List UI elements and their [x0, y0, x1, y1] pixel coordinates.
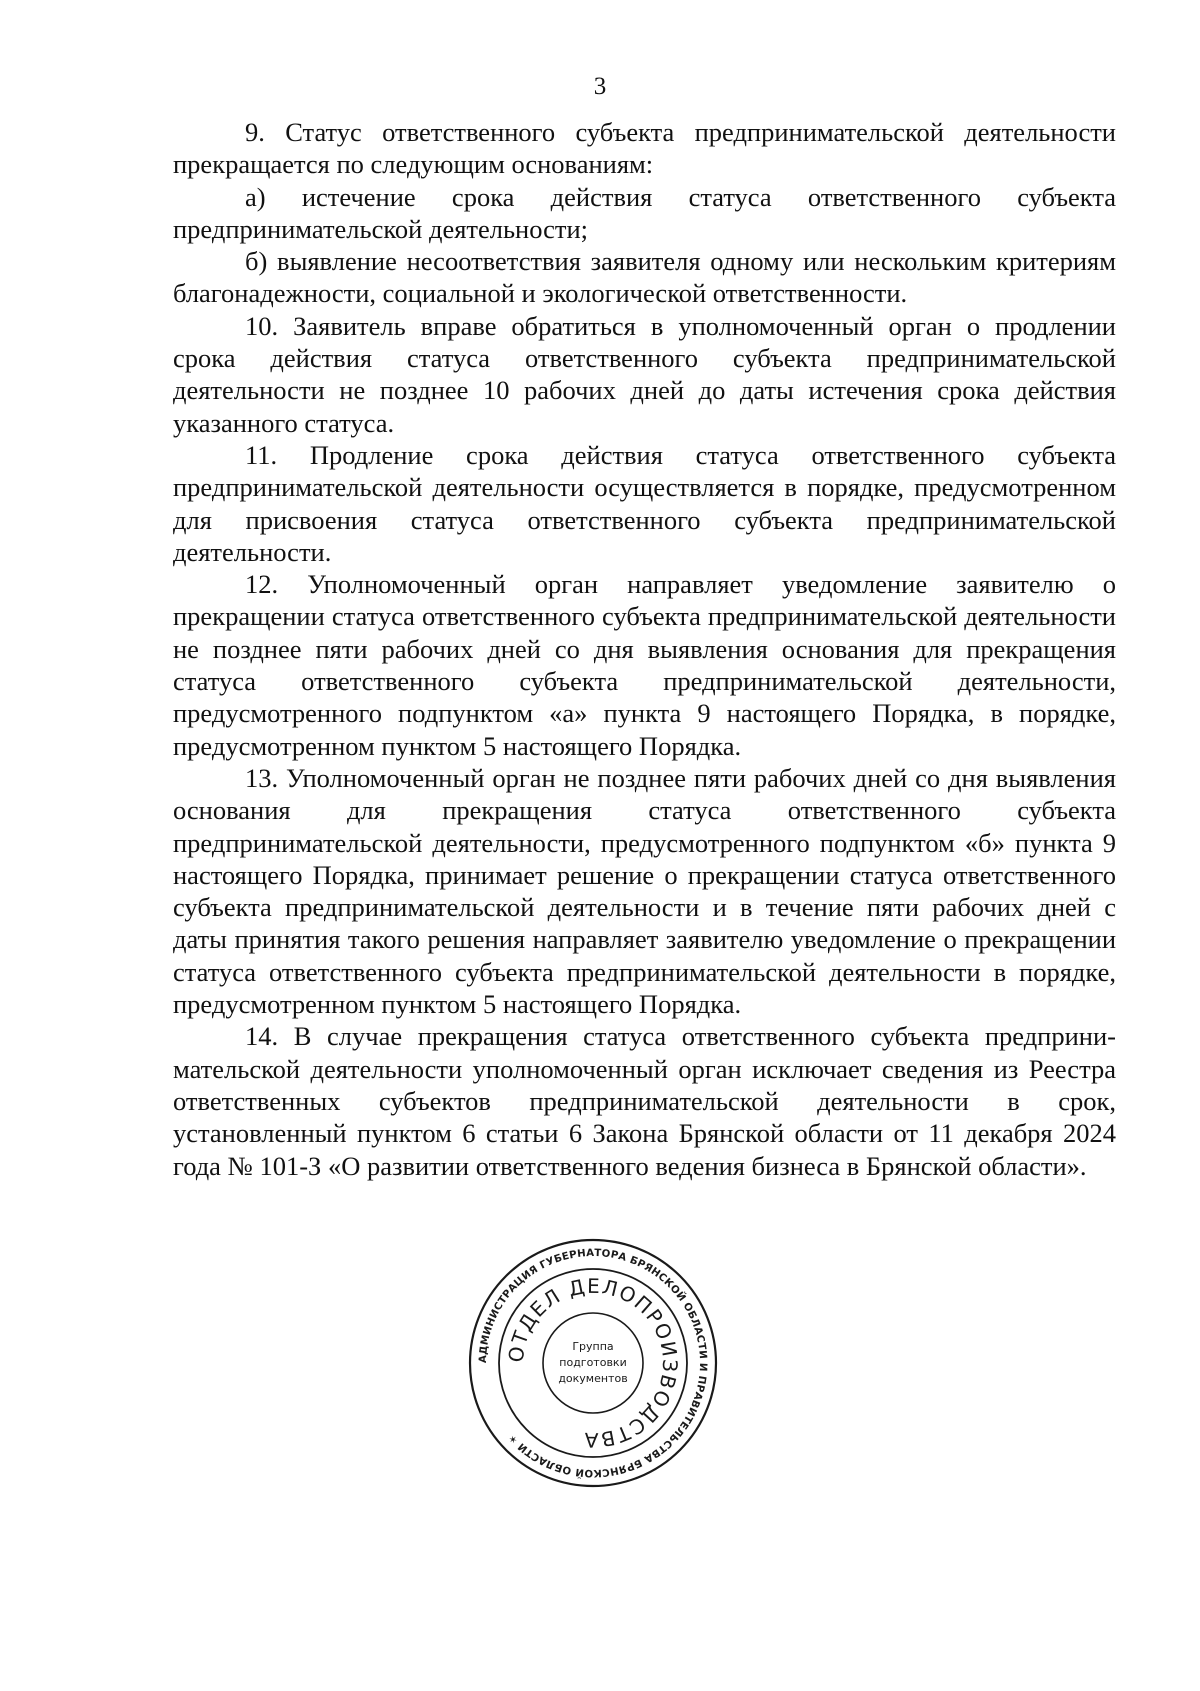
document-body [173, 116, 1116, 1182]
official-stamp [467, 1237, 719, 1489]
svg-text:подготовки: подготовки [559, 1356, 627, 1369]
paragraph-10: 10. Заявитель вправе обратиться в уполномоченный орган о продлении срока действия статуса ответственного субъекта предпринимательской деятельности не позднее 10 рабочих дней до даты истечения срока действия указанного статуса. [173, 310, 1116, 438]
stamp-center-text [558, 1340, 627, 1385]
paragraph-14: 14. В случае прекращения статуса ответственного субъекта предпринимательской деятельности уполномоченный орган исключает сведения из Реестра ответственных субъектов предпринимательской деятельности в срок, установленный пунктом 6 статьи 6 Закона Брянской области от 11 декабря 2024 года № 101-З «О развитии ответственного ведения бизнеса в Брянской области». [173, 1021, 1116, 1181]
paragraph-12: 12. Уполномоченный орган направляет уведомление заявителю о прекращении статуса ответственного субъекта предпринимательской деятельности не позднее пяти рабочих дней со дня выявления основания для прекращения статуса ответственного субъекта предпринимательской деятельности, предусмотренного подпунктом «а» пункта 9 настоящего Порядка, в порядке, предусмотренном пунктом 5 настоящего Порядка. [173, 569, 1116, 761]
paragraph-9: 9. Статус ответственного субъекта предпринимательской деятельности прекращается по следующим основаниям: [173, 117, 1116, 180]
stamp-inner-text: ОТДЕЛ ДЕЛОПРОИЗВОДСТВА [503, 1273, 683, 1453]
paragraph-9a: а) истечение срока действия статуса ответственного субъекта предпринимательской деятельности; [173, 181, 1116, 244]
svg-text:документов: документов [558, 1372, 628, 1385]
page-number: 3 [593, 73, 607, 100]
stamp-outer-text: АДМИНИСТРАЦИЯ ГУБЕРНАТОРА БРЯНСКОЙ ОБЛАСТИ И ПРАВИТЕЛЬСТВА БРЯНСКОЙ ОБЛАСТИ ✶ [477, 1247, 709, 1479]
paragraph-11: 11. Продление срока действия статуса ответственного субъекта предпринимательской деятельности осуществляется в порядке, предусмотренном для присвоения статуса ответственного субъекта предпринимательской деятельности. [173, 439, 1116, 567]
paragraph-9b: б) выявление несоответствия заявителя одному или нескольким критериям благонадежности, социальной и экологической ответственности. [173, 246, 1116, 309]
paragraph-13: 13. Уполномоченный орган не позднее пяти рабочих дней со дня выявления основания для прекращения статуса ответственного субъекта предпринимательской деятельности, предусмотренного подпунктом «б» пункта 9 настоящего Порядка, принимает решение о прекращении статуса ответственного субъекта предпринимательской деятельности и в течение пяти рабочих дней с даты принятия такого решения направляет заявителю уведомление о прекращении статуса ответственного субъекта предпринимательской деятельности в порядке, предусмотренном пунктом 5 настоящего Порядка. [173, 762, 1116, 1020]
svg-text:Группа: Группа [572, 1340, 614, 1353]
